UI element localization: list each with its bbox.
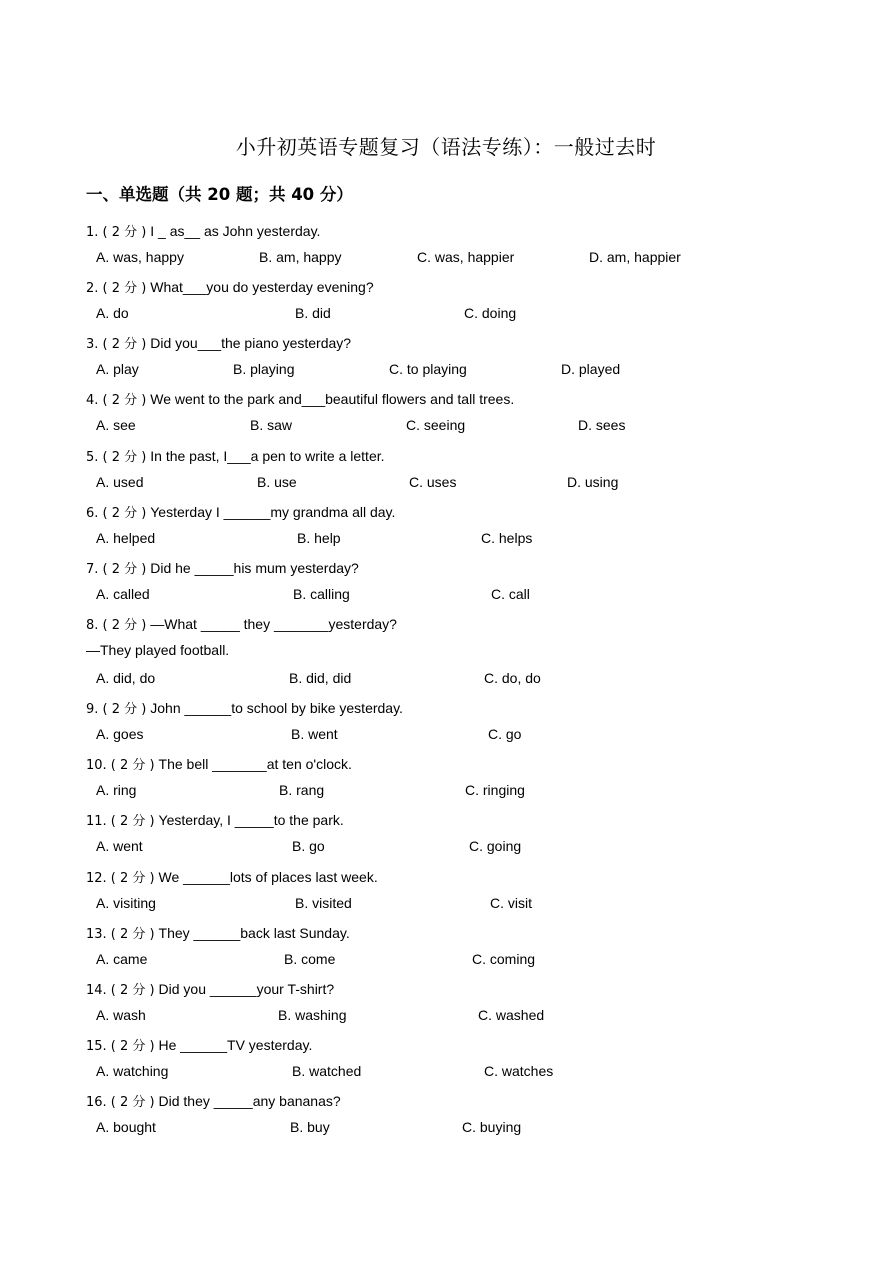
question-text: They ______back last Sunday.: [158, 925, 350, 941]
answer-option: D. played: [561, 361, 621, 377]
answer-option: A. goes: [96, 726, 144, 742]
question-text: What___you do yesterday evening?: [150, 279, 374, 295]
answer-option: C. buying: [462, 1119, 522, 1135]
question-number: 1. ( 2 分 ): [86, 225, 147, 240]
answer-option: C. coming: [472, 951, 536, 967]
question-text: Did you___the piano yesterday?: [150, 335, 352, 351]
answer-option: C. was, happier: [417, 249, 515, 265]
question-text: Did he _____his mum yesterday?: [150, 560, 359, 576]
answer-option: B. watched: [292, 1063, 362, 1079]
question-number: 11. ( 2 分 ): [86, 814, 155, 829]
answer-option: D. sees: [578, 417, 626, 433]
question-text: John ______to school by bike yesterday.: [150, 700, 403, 716]
question-number: 10. ( 2 分 ): [86, 758, 155, 773]
question-text: Yesterday, I _____to the park.: [158, 812, 344, 828]
question-number: 12. ( 2 分 ): [86, 871, 155, 886]
question-stem: [86, 558, 359, 577]
answer-option: B. buy: [290, 1119, 330, 1135]
answer-option: B. go: [292, 838, 325, 854]
answer-option: C. uses: [409, 474, 457, 490]
answer-option: B. did, did: [289, 670, 352, 686]
question-number: 2. ( 2 分 ): [86, 281, 147, 296]
question-text: Yesterday I ______my grandma all day.: [150, 504, 396, 520]
answer-option: C. going: [469, 838, 522, 854]
document-title: 小升初英语专题复习（语法专练）：一般过去时: [235, 135, 657, 159]
question-number: 5. ( 2 分 ): [86, 450, 147, 465]
question-text: I _ as__ as John yesterday.: [150, 223, 321, 239]
question-text: Did you ______your T-shirt?: [158, 981, 335, 997]
question-number: 13. ( 2 分 ): [86, 927, 155, 942]
question-number: 3. ( 2 分 ): [86, 337, 147, 352]
answer-option: C. to playing: [389, 361, 467, 377]
answer-option: B. washing: [278, 1007, 347, 1023]
answer-option: D. am, happier: [589, 249, 681, 265]
question-text: He ______TV yesterday.: [158, 1037, 313, 1053]
answer-option: A. used: [96, 474, 144, 490]
answer-option: A. did, do: [96, 670, 156, 686]
answer-option: D. using: [567, 474, 619, 490]
question-stem: [86, 614, 397, 633]
answer-option: B. did: [295, 305, 331, 321]
question-stem: [86, 502, 395, 521]
question-stem: [86, 867, 378, 886]
answer-option: A. visiting: [96, 895, 156, 911]
answer-option: C. do, do: [484, 670, 541, 686]
answer-option: B. come: [284, 951, 336, 967]
answer-option: A. called: [96, 586, 150, 602]
question-number: 6. ( 2 分 ): [86, 506, 147, 521]
answer-option: B. use: [257, 474, 297, 490]
answer-option: B. visited: [295, 895, 352, 911]
answer-option: A. ring: [96, 782, 137, 798]
question-stem: [86, 277, 374, 296]
question-stem: [86, 1035, 312, 1054]
answer-option: A. went: [96, 838, 143, 854]
question-stem: [86, 333, 351, 352]
question-stem: [86, 754, 352, 773]
answer-option: B. went: [291, 726, 338, 742]
answer-option: A. do: [96, 305, 129, 321]
question-text: The bell _______at ten o'clock.: [158, 756, 352, 772]
question-number: 7. ( 2 分 ): [86, 562, 147, 577]
question-text: Did they _____any bananas?: [158, 1093, 341, 1109]
question-stem: [86, 1091, 341, 1110]
answer-option: C. washed: [478, 1007, 545, 1023]
question-text-line2: —They played football.: [86, 642, 230, 658]
question-number: 14. ( 2 分 ): [86, 983, 155, 998]
answer-option: C. doing: [464, 305, 517, 321]
answer-option: A. watching: [96, 1063, 169, 1079]
answer-option: C. seeing: [406, 417, 466, 433]
question-stem: [86, 979, 334, 998]
answer-option: B. help: [297, 530, 341, 546]
question-text: —What _____ they _______yesterday?: [150, 616, 397, 632]
question-text: We ______lots of places last week.: [158, 869, 378, 885]
question-number: 4. ( 2 分 ): [86, 393, 147, 408]
answer-option: B. playing: [233, 361, 295, 377]
answer-option: A. see: [96, 417, 136, 433]
answer-option: C. go: [488, 726, 522, 742]
answer-option: A. play: [96, 361, 139, 377]
section-heading: 一、单选题（共 20 题；共 40 分）: [86, 185, 353, 204]
answer-option: A. helped: [96, 530, 156, 546]
question-stem: [86, 810, 344, 829]
answer-option: A. bought: [96, 1119, 156, 1135]
question-number: 16. ( 2 分 ): [86, 1095, 155, 1110]
question-number: 8. ( 2 分 ): [86, 618, 147, 633]
answer-option: C. helps: [481, 530, 533, 546]
answer-option: C. visit: [490, 895, 532, 911]
question-stem: [86, 446, 385, 465]
question-text: We went to the park and___beautiful flowers and tall trees.: [150, 391, 515, 407]
answer-option: B. saw: [250, 417, 293, 433]
question-number: 15. ( 2 分 ): [86, 1039, 155, 1054]
question-stem: [86, 923, 350, 942]
answer-option: B. calling: [293, 586, 350, 602]
question-stem: [86, 389, 514, 408]
question-text: In the past, I___a pen to write a letter.: [150, 448, 385, 464]
question-number: 9. ( 2 分 ): [86, 702, 147, 717]
answer-option: B. rang: [279, 782, 325, 798]
question-stem: [86, 221, 320, 240]
answer-option: A. wash: [96, 1007, 146, 1023]
answer-option: A. was, happy: [96, 249, 184, 265]
answer-option: A. came: [96, 951, 148, 967]
answer-option: B. am, happy: [259, 249, 342, 265]
answer-option: C. ringing: [465, 782, 525, 798]
answer-option: C. call: [491, 586, 530, 602]
answer-option: C. watches: [484, 1063, 554, 1079]
question-stem: [86, 698, 403, 717]
